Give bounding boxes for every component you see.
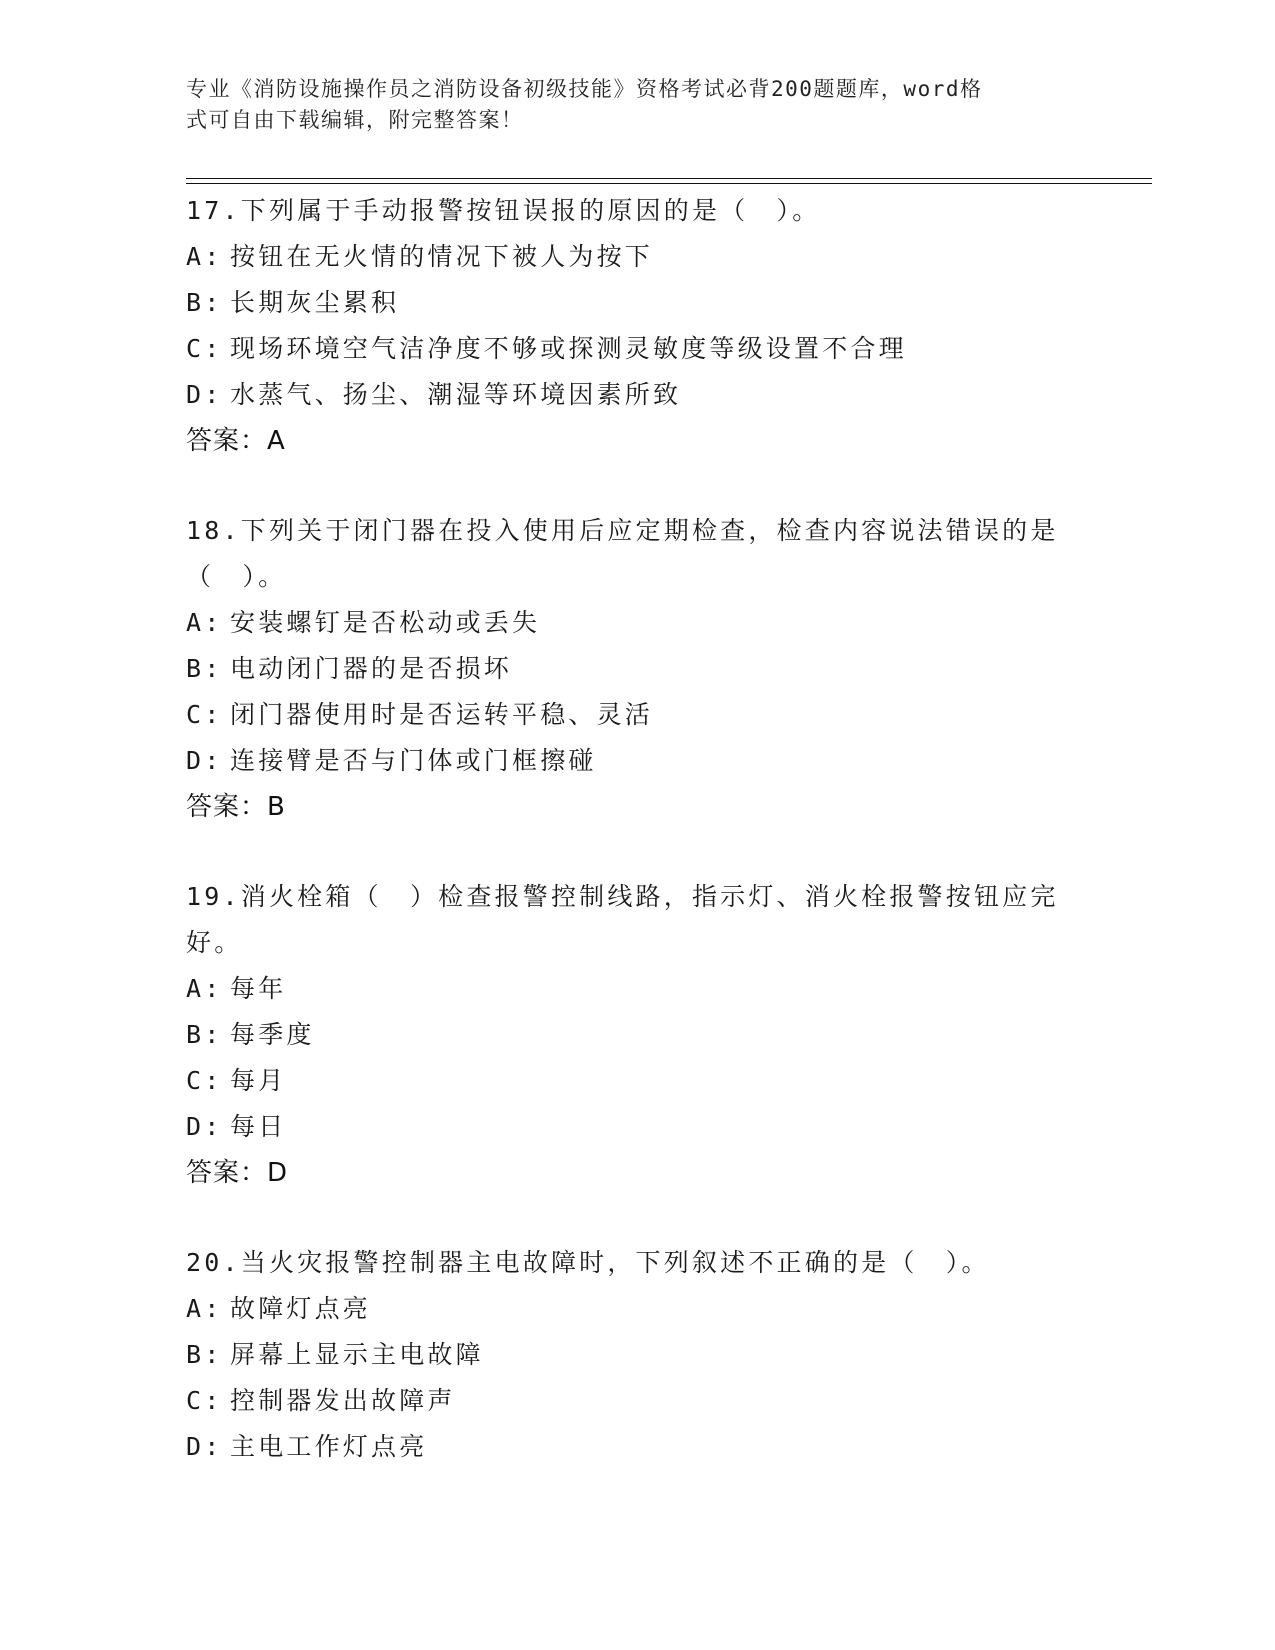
option-key: C:: [186, 1066, 223, 1095]
header-rule-bottom: [186, 183, 1152, 184]
option-key: B:: [186, 288, 223, 317]
option-d: [186, 1424, 1086, 1470]
question-17: [186, 188, 1086, 464]
option-text: 故障灯点亮: [230, 1294, 372, 1323]
question-stem-line: 17.下列属于手动报警按钮误报的原因的是（ ）。: [186, 196, 821, 225]
option-key: C:: [186, 700, 223, 729]
option-d: [186, 1104, 1086, 1150]
option-a: [186, 600, 1086, 646]
option-text: 按钮在无火情的情况下被人为按下: [230, 242, 654, 271]
option-text: 安装螺钉是否松动或丢失: [230, 608, 541, 637]
option-text: 长期灰尘累积: [230, 288, 400, 317]
question-19: [186, 874, 1086, 1196]
question-stem-line: （ ）。: [186, 562, 287, 591]
answer-line: 答案：A: [186, 426, 286, 456]
option-b: [186, 1012, 1086, 1058]
option-key: D:: [186, 380, 223, 409]
option-text: 每年: [230, 974, 287, 1003]
question-stem: [186, 508, 1086, 600]
option-text: 每日: [230, 1112, 287, 1141]
option-a: [186, 234, 1086, 280]
question-stem: [186, 1240, 1086, 1286]
option-key: D:: [186, 746, 223, 775]
option-key: C:: [186, 334, 223, 363]
option-text: 每季度: [230, 1020, 315, 1049]
option-text: 屏幕上显示主电故障: [230, 1340, 484, 1369]
header-line-2: 式可自由下载编辑，附完整答案！: [186, 108, 524, 132]
option-a: [186, 966, 1086, 1012]
option-c: [186, 1058, 1086, 1104]
answer-line: 答案：D: [186, 1158, 289, 1188]
option-text: 现场环境空气洁净度不够或探测灵敏度等级设置不合理: [230, 334, 907, 363]
option-text: 闭门器使用时是否运转平稳、灵活: [230, 700, 654, 729]
question-20: [186, 1240, 1086, 1470]
option-text: 主电工作灯点亮: [230, 1432, 428, 1461]
question-stem-line: 20.当火灾报警控制器主电故障时，下列叙述不正确的是（ ）。: [186, 1248, 990, 1277]
answer-line: 答案：B: [186, 792, 286, 822]
option-d: [186, 738, 1086, 784]
question-list: [186, 188, 1086, 1514]
option-b: [186, 646, 1086, 692]
question-stem: [186, 188, 1086, 234]
option-key: B:: [186, 1020, 223, 1049]
option-key: B:: [186, 654, 223, 683]
option-key: A:: [186, 242, 223, 271]
option-c: [186, 326, 1086, 372]
question-stem-line: 好。: [186, 928, 243, 957]
option-d: [186, 372, 1086, 418]
option-key: C:: [186, 1386, 223, 1415]
option-text: 电动闭门器的是否损坏: [230, 654, 513, 683]
option-c: [186, 692, 1086, 738]
option-key: D:: [186, 1112, 223, 1141]
option-b: [186, 1332, 1086, 1378]
header-rule-top: [186, 178, 1152, 179]
question-stem: [186, 874, 1086, 966]
option-key: D:: [186, 1432, 223, 1461]
option-a: [186, 1286, 1086, 1332]
question-stem-line: 19.消火栓箱（ ）检查报警控制线路，指示灯、消火栓报警按钮应完: [186, 882, 1059, 911]
header-line-1: 专业《消防设施操作员之消防设备初级技能》资格考试必背200题题库，word格: [186, 77, 983, 101]
option-text: 控制器发出故障声: [230, 1386, 456, 1415]
option-text: 连接臂是否与门体或门框擦碰: [230, 746, 597, 775]
option-text: 每月: [230, 1066, 287, 1095]
option-key: A:: [186, 608, 223, 637]
option-text: 水蒸气、扬尘、潮湿等环境因素所致: [230, 380, 682, 409]
question-18: [186, 508, 1086, 830]
option-key: B:: [186, 1340, 223, 1369]
question-stem-line: 18.下列关于闭门器在投入使用后应定期检查，检查内容说法错误的是: [186, 516, 1059, 545]
option-key: A:: [186, 1294, 223, 1323]
document-header: [186, 74, 1066, 136]
option-b: [186, 280, 1086, 326]
option-key: A:: [186, 974, 223, 1003]
option-c: [186, 1378, 1086, 1424]
